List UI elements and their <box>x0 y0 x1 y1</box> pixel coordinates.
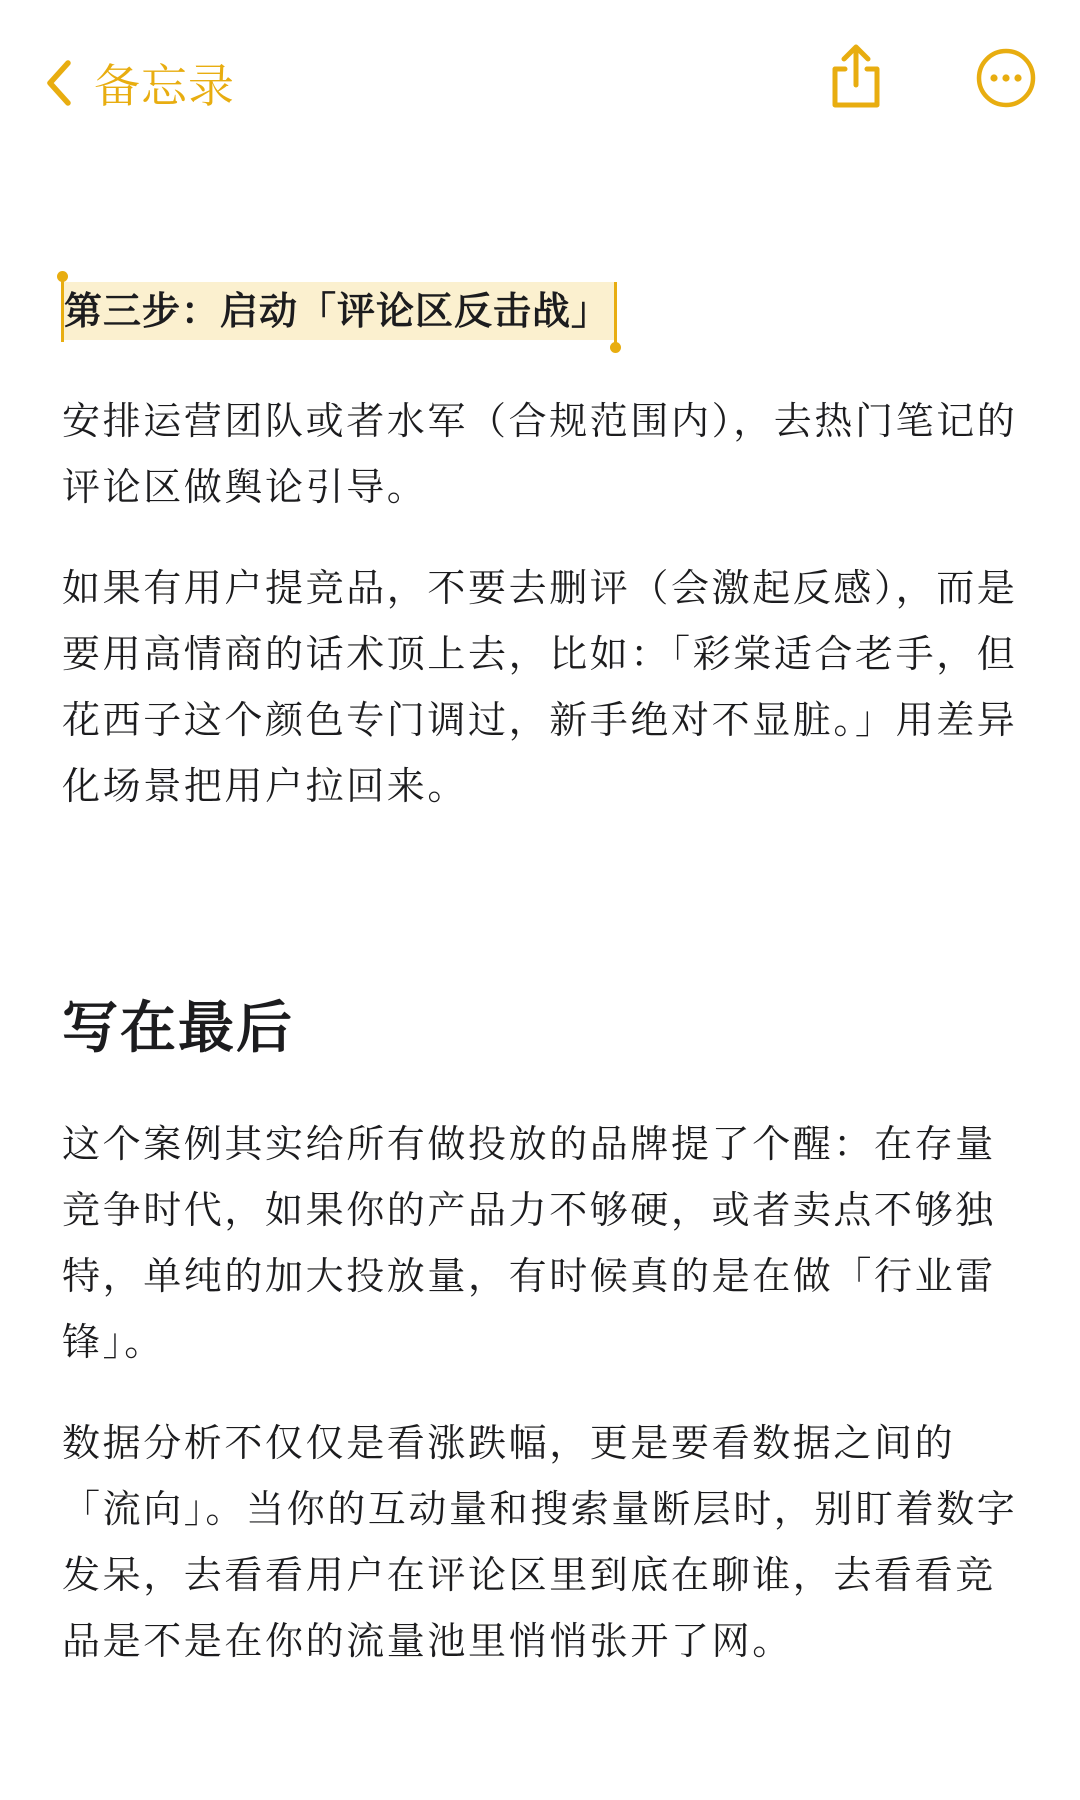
chevron-left-icon <box>44 59 74 107</box>
paragraph: 如果有用户提竞品，不要去删评（会激起反感），而是要用高情商的话术顶上去，比如：「彩棠适合老手，但花西子这个颜色专门调过，新手绝对不显脏。」用差异化场景把用户拉回来。 <box>62 566 1018 808</box>
note-body[interactable] <box>62 282 1024 1709</box>
back-button[interactable] <box>44 48 235 118</box>
selection-end-handle[interactable] <box>614 282 617 344</box>
text-selection[interactable] <box>62 282 616 340</box>
paragraph: 这个案例其实给所有做投放的品牌提了个醒：在存量竞争时代，如果你的产品力不够硬，或者卖点不够独特，单纯的加大投放量，有时候真的是在做「行业雷锋」。 <box>62 1122 996 1364</box>
back-label: 备忘录 <box>94 59 235 113</box>
more-button[interactable] <box>966 40 1046 120</box>
navigation-bar <box>0 0 1080 170</box>
selection-start-handle[interactable] <box>61 280 64 342</box>
paragraph: 安排运营团队或者水军（合规范围内），去热门笔记的评论区做舆论引导。 <box>62 399 1018 509</box>
paragraph: 数据分析不仅仅是看涨跌幅，更是要看数据之间的「流向」。当你的互动量和搜索量断层时，别盯着数字发呆，去看看用户在评论区里到底在聊谁，去看看竞品是不是在你的流量池里悄悄张开了网。 <box>62 1421 1018 1663</box>
section-heading: 写在最后 <box>62 996 294 1061</box>
more-icon <box>975 47 1037 113</box>
share-icon <box>826 43 886 117</box>
share-button[interactable] <box>816 40 896 120</box>
step-title: 第三步：启动「评论区反击战」 <box>62 282 616 340</box>
